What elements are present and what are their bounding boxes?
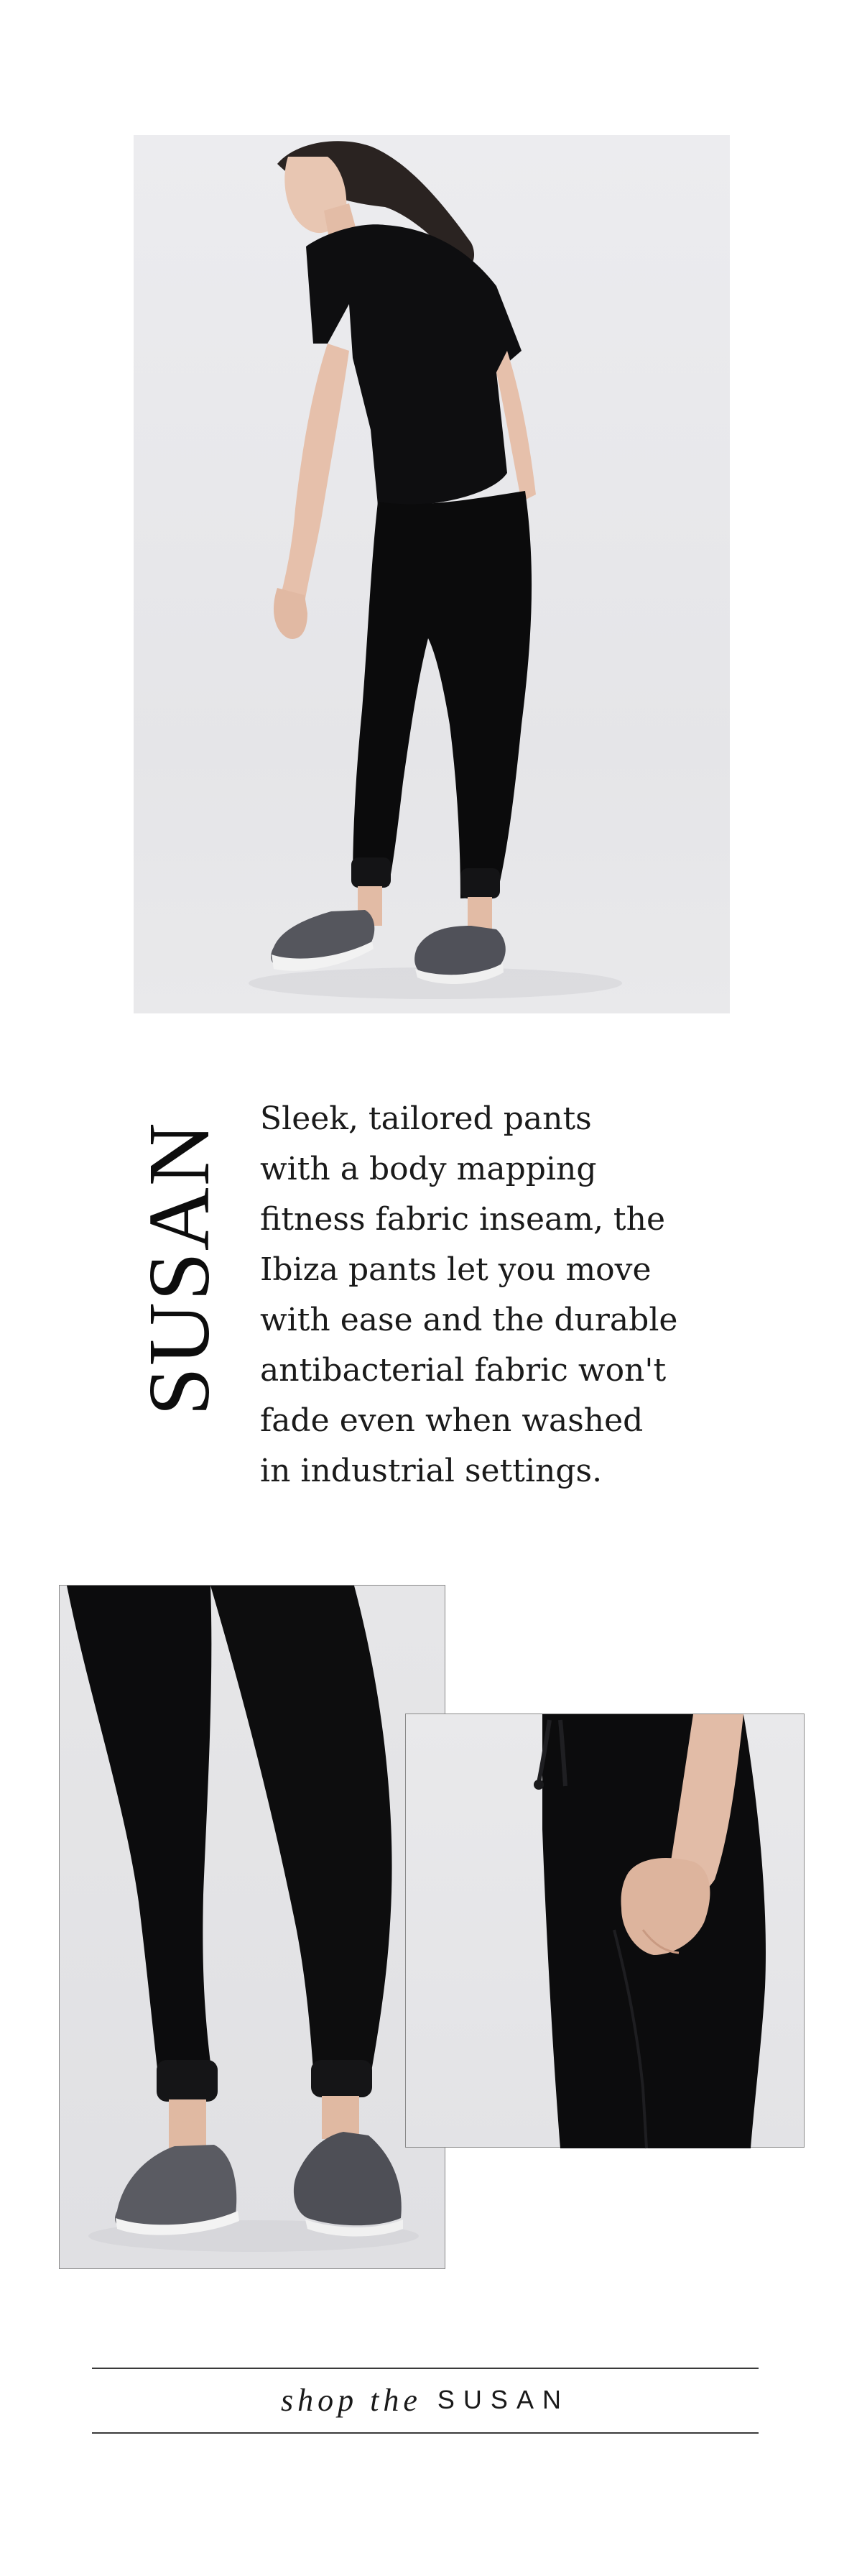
detail-photo-legs bbox=[59, 1585, 445, 2269]
cta-bottom-rule bbox=[92, 2432, 759, 2434]
product-name-text: SUSAN bbox=[131, 1121, 228, 1417]
description-line: Sleek, tailored pants bbox=[260, 1100, 592, 1137]
hero-product-photo bbox=[134, 135, 730, 1013]
description-line: in industrial settings. bbox=[260, 1453, 603, 1489]
description-line: antibacterial fabric won't bbox=[260, 1352, 667, 1389]
pants-legs-illustration bbox=[60, 1586, 446, 2270]
description-line: fitness fabric inseam, the bbox=[260, 1201, 665, 1238]
shop-link-product-name: SUSAN bbox=[437, 2385, 570, 2414]
pocket-closeup-illustration bbox=[406, 1714, 805, 2148]
description-line: with ease and the durable bbox=[260, 1302, 678, 1338]
shop-link-prefix: shop the bbox=[281, 2382, 422, 2418]
description-line: with a body mapping bbox=[260, 1151, 597, 1187]
product-name-vertical bbox=[131, 1100, 228, 1438]
detail-photo-pocket bbox=[405, 1714, 805, 2148]
description-line: fade even when washed bbox=[260, 1402, 644, 1439]
description-line: Ibiza pants let you move bbox=[260, 1251, 652, 1288]
product-description bbox=[260, 1094, 734, 1496]
shop-the-product-link[interactable] bbox=[92, 2368, 759, 2432]
model-figure-illustration bbox=[134, 135, 730, 1013]
